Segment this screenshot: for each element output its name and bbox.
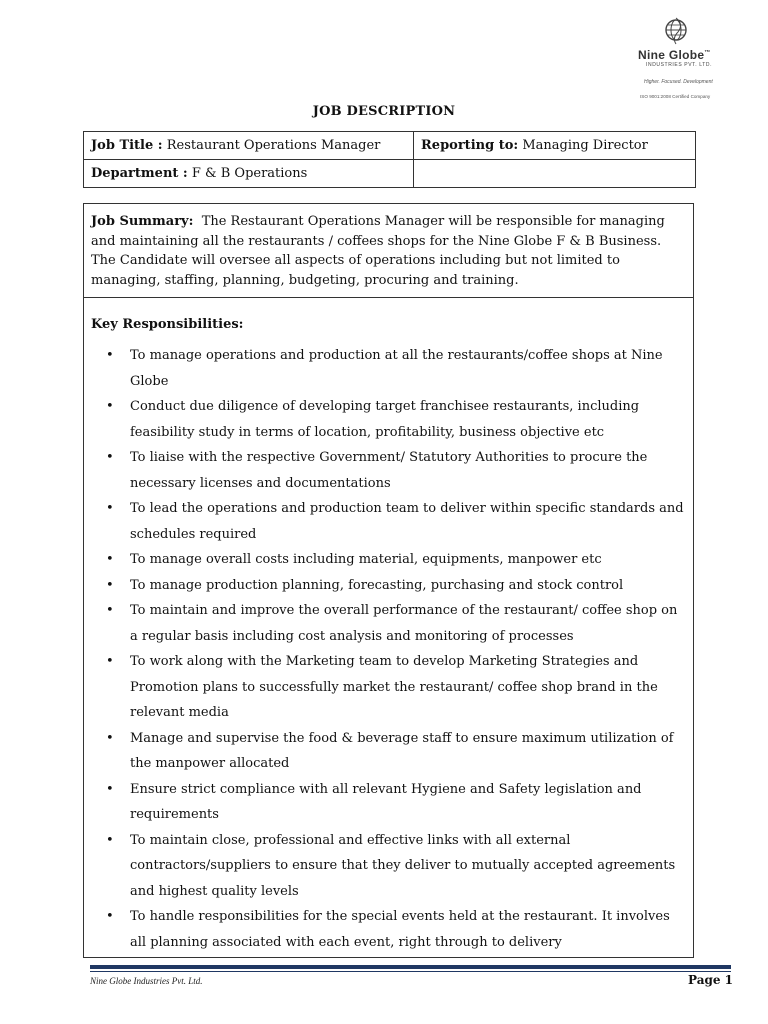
footer-rule-thick bbox=[90, 965, 731, 969]
responsibility-text: To liaise with the respective Government/ Statutory Authorities to procure the necessary licenses and documentations bbox=[130, 450, 648, 491]
responsibilities-heading: Key Responsibilities: bbox=[91, 317, 244, 332]
responsibility-item bbox=[84, 496, 689, 547]
bullet-icon: • bbox=[106, 730, 114, 746]
responsibility-text: To manage operations and production at all the restaurants/coffee shops at Nine Globe bbox=[130, 348, 663, 389]
responsibility-item bbox=[84, 598, 689, 649]
job-title-value: Restaurant Operations Manager bbox=[166, 138, 381, 153]
responsibility-text: To work along with the Marketing team to develop Marketing Strategies and Promotion plans to successfully market the restaurant/ coffee shop brand in the relevant media bbox=[130, 654, 658, 720]
responsibility-item bbox=[84, 445, 689, 496]
bullet-icon: • bbox=[106, 348, 114, 363]
info-row bbox=[84, 160, 696, 188]
responsibilities-list bbox=[84, 343, 689, 955]
bullet-icon: • bbox=[106, 832, 114, 848]
footer-rule-thin bbox=[90, 971, 731, 972]
bullet-icon: • bbox=[106, 450, 114, 465]
company-logo bbox=[636, 16, 736, 102]
responsibility-item bbox=[84, 343, 689, 394]
logo-iso-text: ISO 9001:2008 Certified Company bbox=[640, 94, 711, 99]
responsibility-text: Manage and supervise the food & beverage staff to ensure maximum utilization of the manpower allocated bbox=[130, 730, 674, 771]
bullet-icon: • bbox=[106, 603, 114, 618]
job-summary-box bbox=[83, 203, 694, 298]
bullet-icon: • bbox=[106, 501, 114, 516]
job-info-table bbox=[83, 131, 696, 188]
bullet-icon: • bbox=[106, 552, 114, 567]
responsibility-item bbox=[84, 547, 689, 573]
responsibility-text: Conduct due diligence of developing target franchisee restaurants, including feasibility study in terms of location, profitability, business objective etc bbox=[130, 399, 640, 440]
bullet-icon: • bbox=[106, 399, 114, 414]
responsibility-item bbox=[84, 726, 689, 777]
responsibility-text: To lead the operations and production team to deliver within specific standards and schedules required bbox=[130, 501, 684, 542]
job-title-cell bbox=[84, 132, 414, 160]
responsibility-text: To manage production planning, forecasting, purchasing and stock control bbox=[130, 577, 624, 593]
responsibility-text: To manage overall costs including material, equipments, manpower etc bbox=[130, 552, 602, 567]
footer-company: Nine Globe Industries Pvt. Ltd. bbox=[90, 976, 203, 986]
logo-name: Nine Globe™ bbox=[638, 48, 711, 62]
job-summary-text: The Restaurant Operations Manager will be responsible for managing and maintaining all the restaurants / coffees shops for the Nine Globe F & B Business. The Candidate will oversee all aspects of operations including but not limited to managing, staffing, planning, budgeting, procuring and training. bbox=[91, 214, 665, 288]
info-row bbox=[84, 132, 696, 160]
responsibility-item bbox=[84, 904, 689, 955]
responsibility-item bbox=[84, 394, 689, 445]
responsibility-text: Ensure strict compliance with all relevant Hygiene and Safety legislation and requirements bbox=[130, 781, 642, 822]
responsibility-item bbox=[84, 828, 689, 905]
responsibilities-box bbox=[83, 297, 694, 958]
responsibility-text: To handle responsibilities for the special events held at the restaurant. It involves all planning associated with each event, right through to delivery bbox=[130, 909, 670, 950]
responsibility-text: To maintain close, professional and effective links with all external contractors/suppliers to ensure that they deliver to mutually accepted agreements and highest quality levels bbox=[130, 832, 676, 899]
responsibility-text: To maintain and improve the overall performance of the restaurant/ coffee shop on a regular basis including cost analysis and monitoring of processes bbox=[130, 603, 678, 644]
job-summary bbox=[84, 204, 693, 290]
responsibility-item bbox=[84, 649, 689, 726]
department-value: F & B Operations bbox=[191, 166, 308, 181]
empty-cell bbox=[414, 160, 696, 188]
job-summary-label: Job Summary: bbox=[91, 214, 194, 229]
logo-subtitle: INDUSTRIES PVT. LTD. bbox=[646, 62, 713, 68]
reporting-value: Managing Director bbox=[522, 138, 648, 153]
logo-tagline: Higher. Focused. Development bbox=[644, 79, 713, 85]
bullet-icon: • bbox=[106, 577, 114, 593]
bullet-icon: • bbox=[106, 909, 114, 924]
bullet-icon: • bbox=[106, 654, 114, 669]
bullet-icon: • bbox=[106, 781, 114, 797]
department-label: Department : bbox=[91, 166, 188, 181]
job-title-label: Job Title : bbox=[91, 138, 163, 153]
responsibility-item bbox=[84, 573, 689, 599]
responsibility-item bbox=[84, 777, 689, 828]
reporting-cell bbox=[414, 132, 696, 160]
document-title: JOB DESCRIPTION bbox=[312, 104, 456, 119]
page-number: Page 1 bbox=[688, 973, 734, 987]
globe-icon bbox=[664, 16, 688, 46]
department-cell bbox=[84, 160, 414, 188]
reporting-label: Reporting to: bbox=[421, 138, 519, 153]
